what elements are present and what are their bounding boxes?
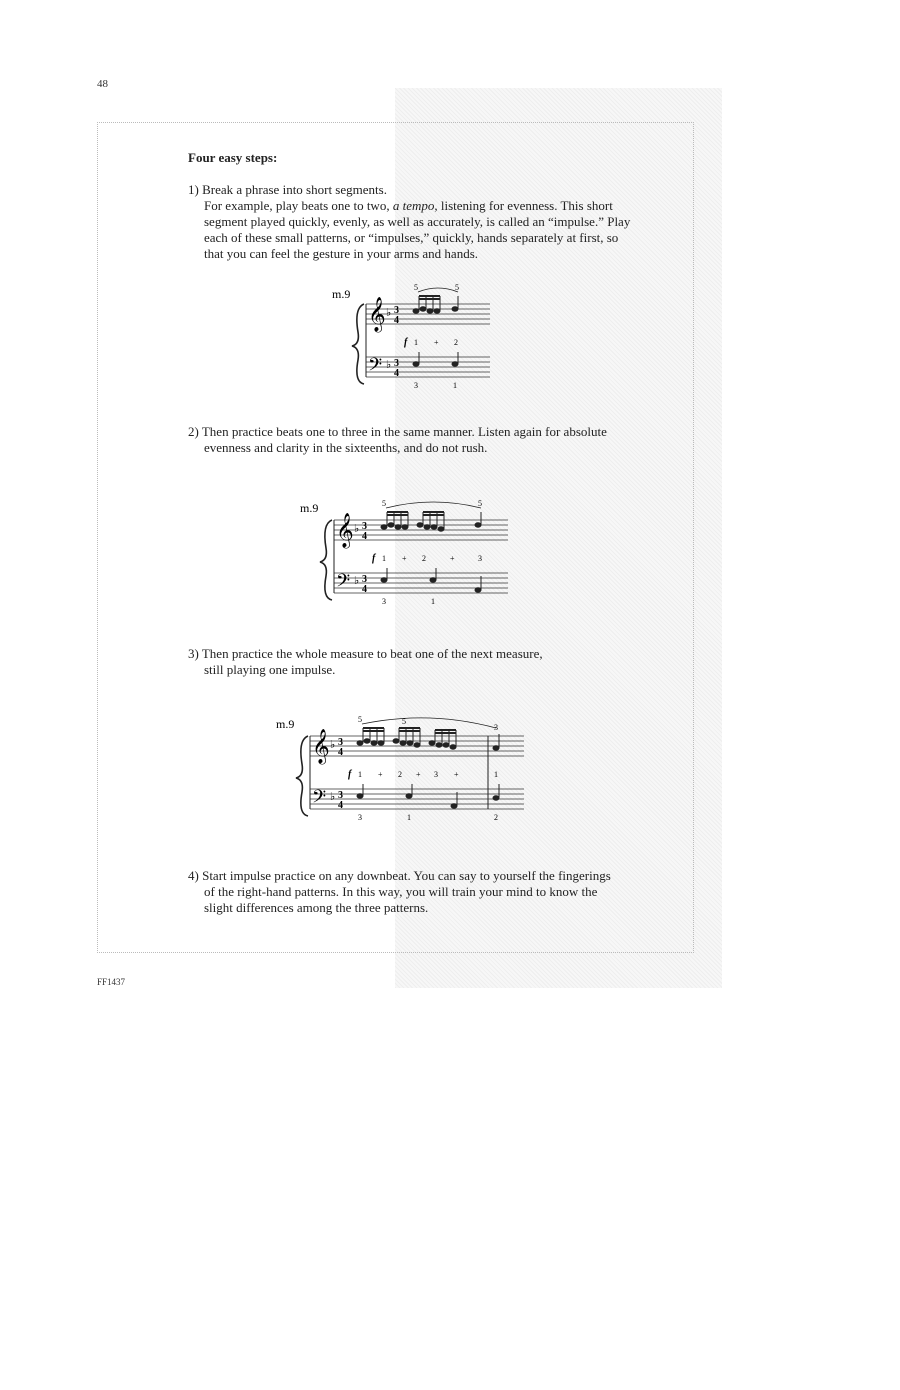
time-sig-bottom: 4 xyxy=(362,531,367,542)
flat-sign: ♭ xyxy=(330,739,336,751)
rh-finger-1: 5 xyxy=(382,499,386,508)
step-3-line-2: still playing one impulse. xyxy=(204,662,336,677)
lh-notes xyxy=(357,784,499,808)
step-3-number: 3) xyxy=(188,646,199,661)
count-4: + xyxy=(416,770,421,779)
step-4-number: 4) xyxy=(188,868,199,883)
step-1-line-2a: For example, play beats one to two, xyxy=(204,198,390,213)
treble-clef: 𝄞 xyxy=(368,298,386,331)
count-7: 1 xyxy=(494,770,498,779)
brace xyxy=(320,520,332,600)
time-sig-top: 3 xyxy=(362,521,367,532)
slur xyxy=(362,718,496,728)
step-4-line-3: slight differences among the three patterns. xyxy=(204,900,429,915)
bass-staff xyxy=(334,573,508,593)
lh-finger-1: 3 xyxy=(414,381,418,390)
step-3-line-1: Then practice the whole measure to beat one of the next measure, xyxy=(201,646,543,661)
time-sig-top-bass: 3 xyxy=(394,358,399,369)
step-4 xyxy=(188,868,643,916)
count-2: + xyxy=(434,338,439,347)
rh-finger-1: 5 xyxy=(414,283,418,292)
slur xyxy=(418,288,458,292)
count-2: + xyxy=(402,554,407,563)
measure-label: m.9 xyxy=(332,287,351,301)
count-2: + xyxy=(378,770,383,779)
rh-notes xyxy=(413,296,458,313)
rh-finger-2: 5 xyxy=(402,717,406,726)
time-sig-bottom: 4 xyxy=(338,747,343,758)
music-example-1 xyxy=(330,282,500,392)
lh-finger-2: 1 xyxy=(407,813,411,822)
lh-notes xyxy=(413,352,458,366)
lh-finger-2: 1 xyxy=(431,597,435,606)
treble-clef: 𝄞 xyxy=(312,730,330,763)
step-1-line-3: segment played quickly, evenly, as well as accurately, is called an “impulse.” Play xyxy=(204,214,631,229)
count-1: 1 xyxy=(382,554,386,563)
brace xyxy=(296,736,308,816)
bass-clef: 𝄢 xyxy=(312,786,327,811)
page-number: 48 xyxy=(97,78,108,90)
treble-clef: 𝄞 xyxy=(336,514,354,547)
count-5: 3 xyxy=(434,770,438,779)
dynamic-forte: f xyxy=(404,337,408,348)
step-2-number: 2) xyxy=(188,424,199,439)
time-sig-top-bass: 3 xyxy=(338,790,343,801)
flat-sign: ♭ xyxy=(386,307,392,319)
step-1-line-2 xyxy=(188,198,658,214)
count-5: 3 xyxy=(478,554,482,563)
step-1-line-5: that you can feel the gesture in your arms and hands. xyxy=(204,246,478,261)
time-sig-bottom-bass: 4 xyxy=(338,800,343,811)
section-heading: Four easy steps: xyxy=(188,150,278,165)
step-1-line-4: each of these small patterns, or “impulses,” quickly, hands separately at first, so xyxy=(204,230,619,245)
rh-notes xyxy=(357,728,499,750)
catalog-code: FF1437 xyxy=(97,977,126,987)
music-example-2 xyxy=(298,498,518,608)
time-sig-top: 3 xyxy=(338,737,343,748)
count-1: 1 xyxy=(414,338,418,347)
rh-finger-3: 3 xyxy=(494,723,498,732)
step-2 xyxy=(188,424,648,456)
lh-finger-2: 1 xyxy=(453,381,457,390)
count-4: + xyxy=(450,554,455,563)
flat-sign: ♭ xyxy=(354,523,360,535)
step-1-line-1: Break a phrase into short segments. xyxy=(202,182,387,197)
lh-finger-3: 2 xyxy=(494,813,498,822)
count-1: 1 xyxy=(358,770,362,779)
measure-label: m.9 xyxy=(276,717,295,731)
bass-staff xyxy=(366,357,490,377)
step-3 xyxy=(188,646,608,678)
step-1-number: 1) xyxy=(188,182,199,197)
bass-clef: 𝄢 xyxy=(368,354,383,379)
time-sig-bottom-bass: 4 xyxy=(362,584,367,595)
rh-finger-2: 5 xyxy=(455,283,459,292)
count-3: 2 xyxy=(398,770,402,779)
rh-finger-1: 5 xyxy=(358,715,362,724)
step-1 xyxy=(188,182,658,262)
time-sig-bottom: 4 xyxy=(394,315,399,326)
flat-sign-bass: ♭ xyxy=(354,575,360,587)
step-2-line-1: Then practice beats one to three in the same manner. Listen again for absolute xyxy=(201,424,607,439)
flat-sign-bass: ♭ xyxy=(330,791,336,803)
measure-label: m.9 xyxy=(300,501,319,515)
bass-clef: 𝄢 xyxy=(336,570,351,595)
dynamic-forte: f xyxy=(348,769,352,780)
count-6: + xyxy=(454,770,459,779)
time-sig-bottom-bass: 4 xyxy=(394,368,399,379)
lh-finger-1: 3 xyxy=(382,597,386,606)
count-3: 2 xyxy=(454,338,458,347)
flat-sign-bass: ♭ xyxy=(386,359,392,371)
step-4-line-2: of the right-hand patterns. In this way, you will train your mind to know the xyxy=(204,884,598,899)
time-sig-top: 3 xyxy=(394,305,399,316)
lh-notes xyxy=(381,568,481,592)
count-3: 2 xyxy=(422,554,426,563)
lh-finger-1: 3 xyxy=(358,813,362,822)
slur xyxy=(386,502,481,508)
rh-finger-2: 5 xyxy=(478,499,482,508)
music-example-3 xyxy=(274,714,534,824)
rh-notes xyxy=(381,512,481,531)
brace xyxy=(352,304,364,384)
a-tempo-italic: a tempo xyxy=(392,198,435,213)
dynamic-forte: f xyxy=(372,553,376,564)
step-2-line-2: evenness and clarity in the sixteenths, and do not rush. xyxy=(204,440,488,455)
time-sig-top-bass: 3 xyxy=(362,574,367,585)
step-1-line-2b: , listening for evenness. This short xyxy=(434,198,613,213)
step-4-line-1: Start impulse practice on any downbeat. You can say to yourself the fingerings xyxy=(202,868,611,883)
